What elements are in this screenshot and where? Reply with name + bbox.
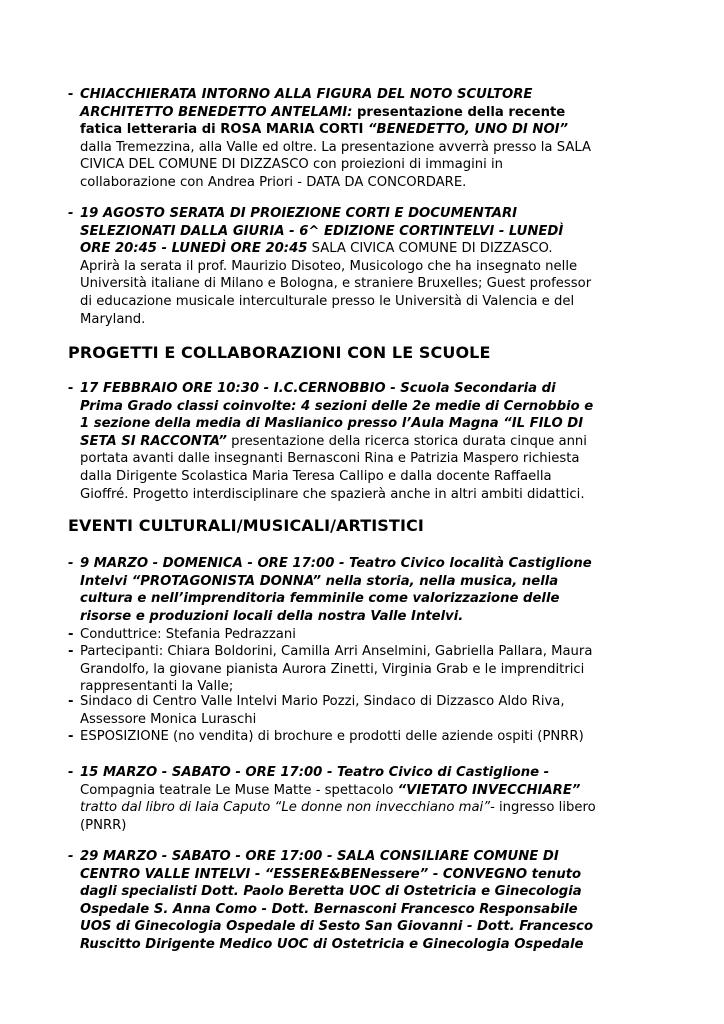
text-line bbox=[80, 728, 668, 746]
text-run: SALA CIVICA COMUNE DI DIZZASCO. bbox=[307, 241, 553, 257]
text-line bbox=[80, 293, 658, 311]
text-run: cultura e nell’imprenditoria femminile come valorizzazione delle bbox=[80, 591, 560, 607]
text-line bbox=[80, 848, 658, 866]
text-run: Partecipanti: Chiara Boldorini, Camilla Arri Anselmini, Gabriella Pallara, Maura bbox=[80, 644, 593, 659]
text-run: Assessore Monica Luraschi bbox=[80, 711, 257, 727]
list-dash: - bbox=[68, 556, 74, 571]
text-run: CHIACCHIERATA INTORNO ALLA FIGURA DEL NOTO SCULTORE bbox=[80, 87, 533, 102]
entry-body bbox=[80, 86, 658, 192]
text-line bbox=[80, 608, 658, 626]
text-run: presentazione della recente bbox=[352, 104, 566, 120]
text-run: Aprirà la serata il prof. Maurizio Disoteo, Musicologo che ha insegnato nelle bbox=[80, 258, 578, 274]
text-run: 19 AGOSTO SERATA DI PROIEZIONE CORTI E DOCUMENTARI bbox=[80, 206, 518, 221]
text-line bbox=[80, 121, 658, 139]
event-entry-antelami bbox=[68, 86, 658, 192]
text-run: presentazione della ricerca storica durata cinque anni bbox=[226, 433, 587, 449]
text-run: CIVICA DEL COMUNE DI DIZZASCO con proiezioni di immagini in bbox=[80, 157, 504, 173]
event-entry-protagonista-donna bbox=[68, 555, 658, 625]
entry-body bbox=[80, 205, 658, 328]
text-line bbox=[80, 936, 658, 954]
text-run: dagli specialisti Dott. Paolo Beretta UOC di Ostetricia e Ginecologia bbox=[80, 884, 582, 900]
text-line bbox=[80, 380, 658, 398]
text-run: Sindaco di Centro Valle Intelvi Mario Pozzi, Sindaco di Dizzasco Aldo Riva, bbox=[80, 694, 565, 709]
sub-item-esposizione bbox=[68, 728, 668, 746]
text-line bbox=[80, 398, 658, 416]
text-run: - ingresso libero bbox=[490, 800, 596, 816]
text-line bbox=[80, 626, 668, 644]
list-dash: - bbox=[68, 87, 74, 102]
text-line bbox=[80, 918, 658, 936]
list-dash: - bbox=[68, 849, 74, 864]
text-line bbox=[80, 782, 658, 800]
entry-body bbox=[80, 848, 658, 954]
text-run: 9 MARZO - DOMENICA - ORE 17:00 - Teatro Civico località Castiglione bbox=[80, 556, 592, 571]
list-dash: - bbox=[68, 206, 74, 221]
list-dash: - bbox=[68, 644, 74, 659]
text-line bbox=[80, 555, 658, 573]
text-line bbox=[80, 174, 658, 192]
text-line bbox=[80, 86, 658, 104]
entry-body bbox=[80, 764, 658, 834]
text-run: “BENEDETTO, UNO DI NOI” bbox=[368, 122, 569, 138]
text-line bbox=[80, 104, 658, 122]
text-run: portata avanti dalle insegnanti Bernasconi Rina e Patrizia Maspero richiesta bbox=[80, 451, 580, 467]
text-line bbox=[80, 764, 658, 782]
text-line bbox=[80, 139, 658, 157]
text-line bbox=[80, 205, 658, 223]
text-line bbox=[80, 258, 658, 276]
list-dash: - bbox=[68, 694, 74, 709]
text-run: dalla Dirigente Scolastica Maria Teresa Callipo e dalla docente Raffaella bbox=[80, 468, 552, 484]
text-line bbox=[80, 311, 658, 329]
entry-body bbox=[80, 555, 658, 625]
list-dash: - bbox=[68, 381, 74, 396]
text-run: ESPOSIZIONE (no vendita) di brochure e prodotti delle aziende ospiti (PNRR) bbox=[80, 729, 584, 744]
text-line bbox=[80, 643, 668, 661]
text-run: Compagnia teatrale Le Muse Matte - spettacolo bbox=[80, 782, 398, 798]
text-line bbox=[80, 711, 668, 729]
text-line bbox=[80, 415, 658, 433]
text-line bbox=[80, 223, 658, 241]
text-line bbox=[80, 573, 658, 591]
event-entry-cortintelvi bbox=[68, 205, 658, 328]
text-line bbox=[80, 468, 658, 486]
text-run: Università italiane di Milano e Bologna, e straniere Bruxelles; Guest professor bbox=[80, 276, 592, 292]
sub-item-partecipanti bbox=[68, 643, 668, 696]
text-run: collaborazione con Andrea Priori - DATA DA CONCORDARE. bbox=[80, 174, 467, 190]
text-run: Maryland. bbox=[80, 311, 146, 327]
text-run: 17 FEBBRAIO ORE 10:30 - I.C.CERNOBBIO - Scuola Secondaria di bbox=[80, 381, 556, 396]
text-run: SELEZIONATI DALLA GIURIA - 6^ EDIZIONE CORTINTELVI - LUNEDÌ bbox=[80, 223, 564, 239]
text-run: SETA SI RACCONTA” bbox=[80, 433, 227, 449]
text-run: Prima Grado classi coinvolte: 4 sezioni delle 2e medie di Cernobbio e bbox=[80, 398, 594, 414]
text-run: Grandolfo, la giovane pianista Aurora Zinetti, Virginia Grab e le imprenditrici bbox=[80, 661, 585, 677]
event-entry-vietato-invecchiare bbox=[68, 764, 658, 834]
text-line bbox=[80, 240, 658, 258]
text-run: tratto dal libro di Iaia Caputo “Le donne non invecchiano mai” bbox=[80, 800, 491, 816]
text-line bbox=[80, 661, 668, 679]
text-run: Gioffré. Progetto interdisciplinare che spazierà anche in altri ambiti didattici. bbox=[80, 486, 585, 502]
sub-item-body bbox=[80, 626, 668, 644]
text-run: fatica letteraria di ROSA MARIA CORTI bbox=[80, 122, 369, 138]
text-run: Ruscitto Dirigente Medico UOC di Ostetricia e Ginecologia Ospedale bbox=[80, 936, 584, 952]
sub-item-conduttrice bbox=[68, 626, 668, 644]
text-line bbox=[80, 866, 658, 884]
text-run: risorse e produzioni locali della nostra Valle Intelvi. bbox=[80, 608, 464, 624]
text-line bbox=[80, 901, 658, 919]
text-line bbox=[80, 450, 658, 468]
section-heading-eventi: EVENTI CULTURALI/MUSICALI/ARTISTICI bbox=[68, 516, 424, 535]
text-line bbox=[80, 817, 658, 835]
event-entry-essere-benessere bbox=[68, 848, 658, 954]
text-run: ARCHITETTO BENEDETTO ANTELAMI: bbox=[80, 104, 353, 120]
text-line bbox=[80, 883, 658, 901]
list-dash: - bbox=[68, 627, 74, 642]
text-run: ORE 20:45 - LUNEDÌ ORE 20:45 bbox=[80, 241, 308, 257]
sub-item-body bbox=[80, 728, 668, 746]
text-run: dalla Tremezzina, alla Valle ed oltre. La presentazione avverrà presso la SALA bbox=[80, 139, 592, 155]
text-run: (PNRR) bbox=[80, 817, 127, 833]
list-dash: - bbox=[68, 765, 74, 780]
text-line bbox=[80, 799, 658, 817]
text-run: di educazione musicale interculturale presso le Università di Valencia e del bbox=[80, 293, 575, 309]
sub-item-body bbox=[80, 693, 668, 728]
text-run: 15 MARZO - SABATO - ORE 17:00 - Teatro Civico di Castiglione - bbox=[80, 765, 550, 780]
entry-body bbox=[80, 380, 658, 503]
text-run: UOS di Ginecologia Ospedale di Sesto San Giovanni - Dott. Francesco bbox=[80, 919, 594, 935]
text-run: 1 sezione della media di Maslianico presso l’Aula Magna “IL FILO DI bbox=[80, 416, 584, 432]
sub-item-body bbox=[80, 643, 668, 696]
text-run: Ospedale S. Anna Como - Dott. Bernasconi Francesco Responsabile bbox=[80, 901, 578, 917]
text-line bbox=[80, 590, 658, 608]
text-run: Conduttrice: Stefania Pedrazzani bbox=[80, 627, 296, 642]
text-run: “VIETATO INVECCHIARE” bbox=[397, 782, 581, 798]
text-run: 29 MARZO - SABATO - ORE 17:00 - SALA CONSILIARE COMUNE DI bbox=[80, 849, 559, 864]
text-line bbox=[80, 275, 658, 293]
text-line bbox=[80, 693, 668, 711]
text-line bbox=[80, 433, 658, 451]
sub-item-sindaci bbox=[68, 693, 668, 728]
text-run: rappresentanti la Valle; bbox=[80, 679, 234, 695]
text-line bbox=[80, 486, 658, 504]
event-entry-cernobbio bbox=[68, 380, 658, 503]
section-heading-scuole: PROGETTI E COLLABORAZIONI CON LE SCUOLE bbox=[68, 343, 491, 362]
text-run: Intelvi “PROTAGONISTA DONNA” nella storia, nella musica, nella bbox=[80, 573, 559, 589]
list-dash: - bbox=[68, 729, 74, 744]
text-line bbox=[80, 156, 658, 174]
text-run: CENTRO VALLE INTELVI - “ESSERE&BENessere” - CONVEGNO tenuto bbox=[80, 866, 582, 882]
